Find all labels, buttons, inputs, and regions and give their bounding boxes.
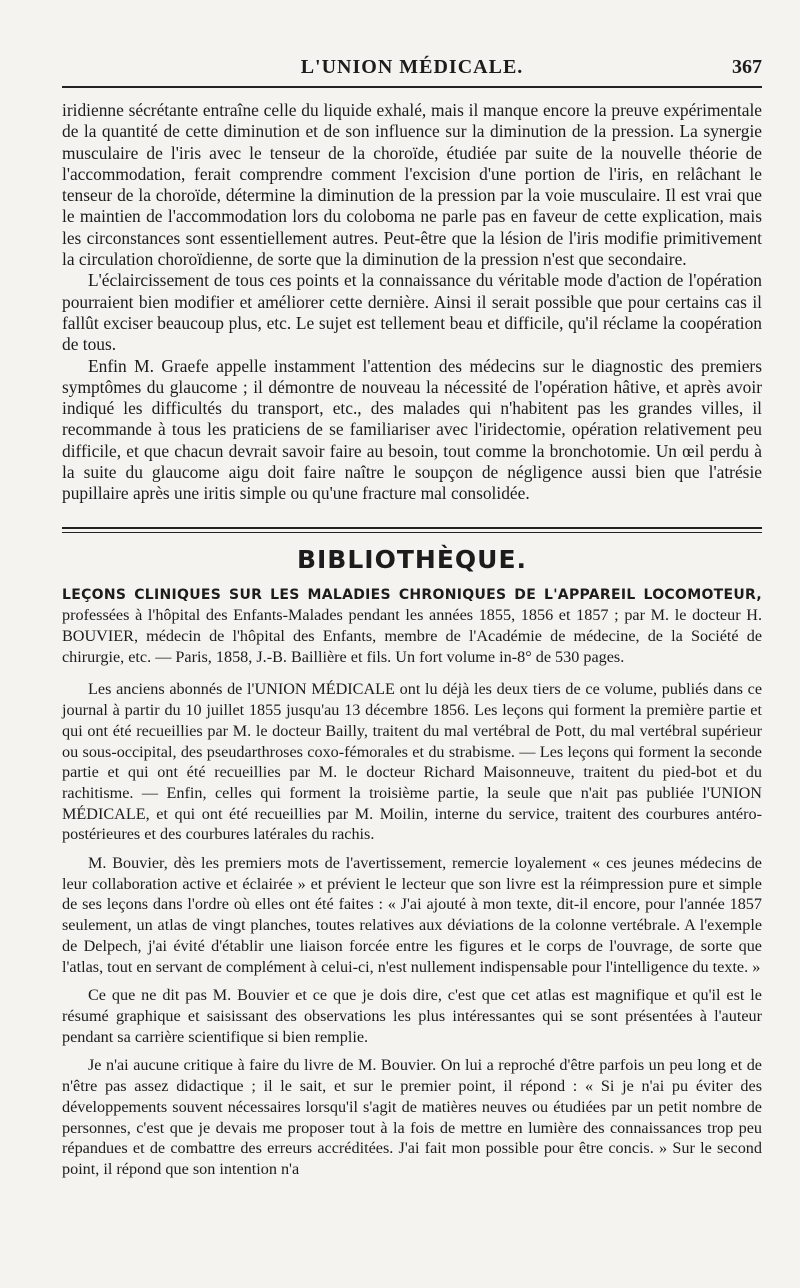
section-title: BIBLIOTHÈQUE. [296,544,528,574]
header-rule [62,86,762,88]
review-paragraph: Les anciens abonnés de l'UNION MÉDICALE ont lu déjà les deux tiers de ce volume, publiés dans ce journal à partir du 10 juillet 1855 jusqu'au 13 décembre 1856. Les leçons qui forment la première partie et qui ont été recueillies par M. le docteur Bailly, traitent du mal vertébral de Pott, du mal vertébral supérieur ou sous-occipital, des pseudarthroses coxo-fémorales et du strabisme. — Les leçons qui forment la seconde partie et qui ont été recueillies par M. le docteur Richard Maisonneuve, traitent du pied-bot et du rachitisme. — Enfin, celles qui forment la troisième partie, la seule que n'ait pas publiée l'UNION MÉDICALE, et qui ont été recueillies par M. Moilin, interne du service, traitent des courbures antéro-postérieures et des courbures latérales du rachis. [62,680,762,844]
paragraph: L'éclaircissement de tous ces points et la connaissance du véritable mode d'action de l'opération pourraient bien modifier et améliorer cette dernière. Ainsi il serait possible que pour certains cas il fallût exciser beaucoup plus, etc. Le sujet est tellement beau et difficile, qu'il réclame la coopération de tous. [62,270,762,355]
review-paragraph: Je n'ai aucune critique à faire du livre de M. Bouvier. On lui a reproché d'être parfois un peu long et de n'être pas assez didactique ; il le sait, et sur le premier point, il répond : « Si je n'ai pu éviter des développements souvent nécessaires lorsqu'il s'agit de matières neuves ou étudiées par un petit nombre de personnes, c'est que je devais me proposer tout à la fois de mettre en lumière des connaissances trop peu répandues et de combattre des erreurs accréditées. J'ai fait mon possible pour être concis. » Sur le second point, il répond que son intention n'a [62,1056,762,1178]
book-reference [62,584,762,668]
section-divider [62,527,762,533]
paragraph-continuation: iridienne sécrétante entraîne celle du liquide exhalé, mais il manque encore la preuve expérimentale de la quantité de cette diminution et de son influence sur la diminution de la pression. La synergie musculaire de l'iris avec le tenseur de la choroïde, étudiée par suite de la nouvelle théorie de l'accommodation, ferait comprendre comment l'excision d'une portion de l'iris, en relâchant le tenseur de la choroïde, détermine la diminution de la pression par la voie musculaire. Il est vrai que le maintien de l'accommodation lors du coloboma ne parle pas en faveur de cette explication, mais les circonstances sont essentiellement autres. Peut-être que la lésion de l'iris modifie primitivement la circulation choroïdienne, de sorte que la diminution de la pression n'est que secondaire. [62,100,762,270]
page-number: 367 [732,56,762,78]
page-header [62,52,762,86]
book-title: LEÇONS CLINIQUES SUR LES MALADIES CHRONIQUES DE L'APPAREIL LOCOMOTEUR, [62,586,762,603]
running-title: L'UNION MÉDICALE. [300,56,524,78]
review-paragraph: Ce que ne dit pas M. Bouvier et ce que je dois dire, c'est que cet atlas est magnifique et qu'il est le résumé graphique et saisissant des observations les plus intéressantes qui se sont présentées à l'auteur pendant sa carrière scientifique si bien remplie. [62,986,762,1046]
page-body [62,100,762,1180]
book-details: professées à l'hôpital des Enfants-Malades pendant les années 1855, 1856 et 1857 ; par M. le docteur H. BOUVIER, médecin de l'hôpital des Enfants, membre de l'Académie de médecine, de la Société de chirurgie, etc. — Paris, 1858, J.-B. Baillière et fils. Un fort volume in-8° de 530 pages. [62,606,762,666]
paragraph: Enfin M. Graefe appelle instamment l'attention des médecins sur le diagnostic des premiers symptômes du glaucome ; il démontre de nouveau la nécessité de l'opération hâtive, et après avoir indiqué les difficultés du transport, etc., des malades qui n'habitent pas les grandes villes, il recommande à tous les praticiens de se familiariser avec l'iridectomie, opération relativement peu difficile, et que chacun devrait savoir faire au besoin, tout comme la bronchotomie. Un œil perdu à la suite du glaucome aigu doit faire naître le soupçon de négligence aussi bien que l'atrésie pupillaire après une iritis simple ou qu'une fracture mal consolidée. [62,355,762,504]
review-paragraph: M. Bouvier, dès les premiers mots de l'avertissement, remercie loyalement « ces jeunes médecins de leur collaboration active et éclairée » et prévient le lecteur que son livre est la réimpression pure et simple de ses leçons dans l'ordre où elles ont été faites : « J'ai ajouté à mon texte, dit-il encore, pour l'année 1857 seulement, un atlas de vingt planches, toutes relatives aux déviations de la colonne vertébrale. A l'exemple de Delpech, j'ai évité d'établir une liaison forcée entre les figures et le corps de l'ouvrage, de sorte que l'atlas, tout en servant de complément à celui-ci, n'est nullement indispensable pour l'intelligence du texte. » [62,854,762,976]
